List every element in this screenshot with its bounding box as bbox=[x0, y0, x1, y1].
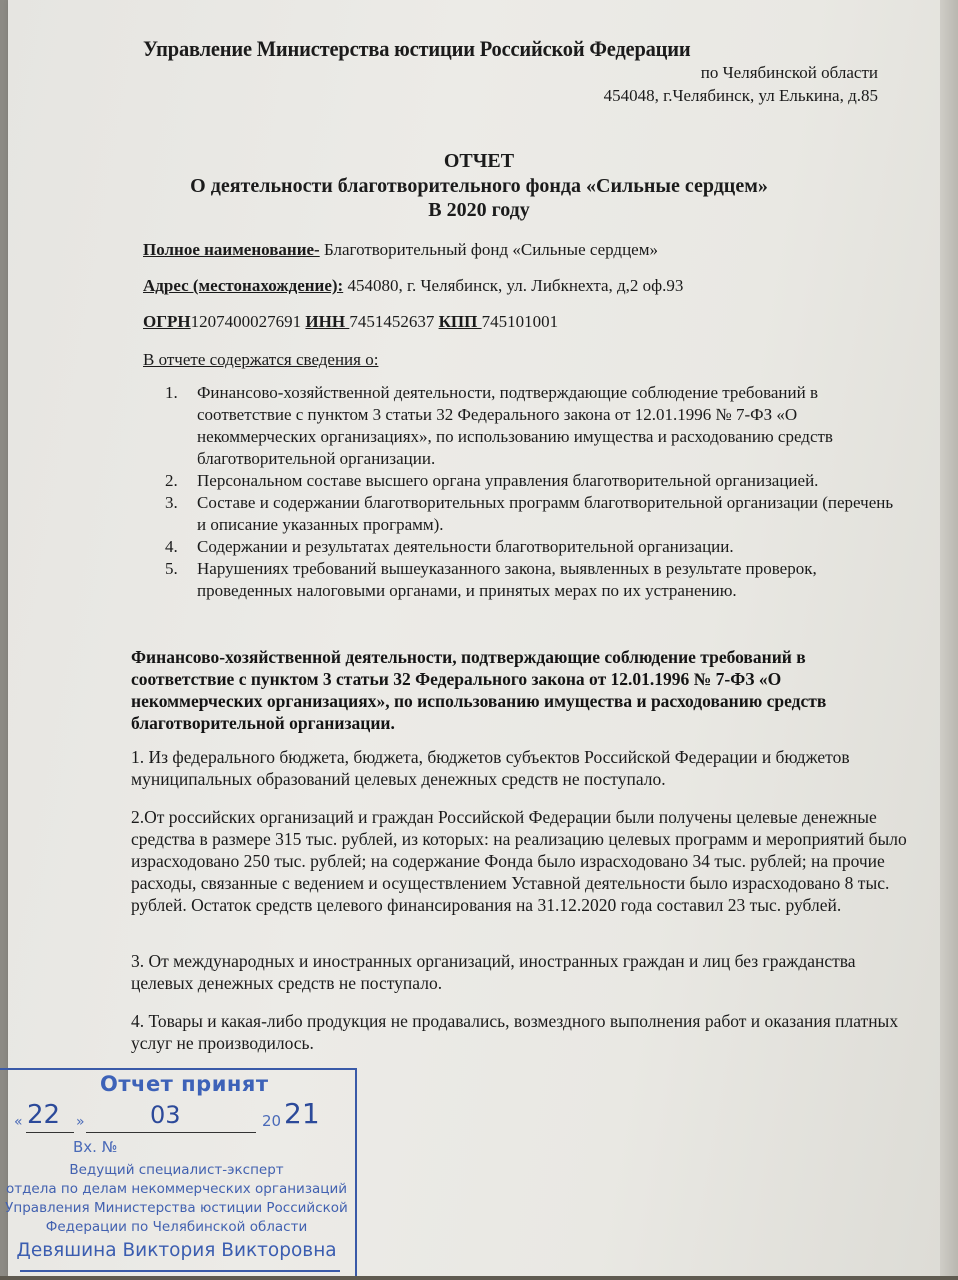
stamp-agency: Управления Министерства юстиции Российской bbox=[5, 1200, 348, 1216]
list-item-number: 1. bbox=[165, 383, 178, 402]
stamp-bottom-border bbox=[20, 1270, 340, 1272]
stamp-month-underline bbox=[86, 1132, 256, 1133]
list-item-number: 3. bbox=[165, 493, 178, 512]
inn-label: ИНН bbox=[305, 312, 350, 331]
full-name-label: Полное наименование- bbox=[143, 240, 320, 259]
field-address bbox=[143, 276, 683, 296]
header-region: по Челябинской области bbox=[700, 63, 878, 82]
list-item bbox=[165, 470, 900, 492]
ogrn-value: 1207400027691 bbox=[190, 312, 306, 331]
stamp-region: Федерации по Челябинской области bbox=[45, 1219, 308, 1235]
list-item-number: 2. bbox=[165, 471, 178, 490]
list-item-number: 5. bbox=[165, 559, 178, 578]
inn-value: 7451452637 bbox=[349, 312, 439, 331]
stamp-title: Отчет принят bbox=[100, 1072, 269, 1096]
stamp-day: 22 bbox=[27, 1100, 61, 1130]
contents-intro: В отчете содержатся сведения о: bbox=[143, 350, 379, 369]
paragraph-sales: 4. Товары и какая-либо продукция не продавались, возмездного выполнения работ и оказания платных услуг не производилось. bbox=[131, 1011, 899, 1053]
list-item-text: Персональном составе высшего органа управления благотворительной организацией. bbox=[197, 471, 819, 490]
stamp-quote-close: » bbox=[76, 1114, 85, 1130]
background-strip bbox=[0, 1276, 958, 1280]
field-full-name bbox=[143, 240, 658, 260]
stamp-month: 03 bbox=[150, 1101, 181, 1129]
stamp-officer-name: Девяшина Виктория Викторовна bbox=[16, 1240, 337, 1261]
full-name-value: Благотворительный фонд «Сильные сердцем» bbox=[319, 240, 658, 259]
field-registration-ids bbox=[143, 312, 558, 332]
stamp-position: Ведущий специалист-эксперт bbox=[69, 1162, 284, 1178]
list-item-text: Составе и содержании благотворительных программ благотворительной организации (перечень и описание указанных программ). bbox=[197, 493, 894, 534]
list-item-text: Содержании и результатах деятельности благотворительной организации. bbox=[197, 537, 734, 556]
paragraph-budget-funds: 1. Из федерального бюджета, бюджета, бюджетов субъектов Российской Федерации и бюджетов муниципальных образований целевых денежных средств не поступало. bbox=[131, 747, 850, 789]
stamp-department: отдела по делам некоммерческих организаций bbox=[5, 1181, 348, 1197]
list-item bbox=[165, 536, 900, 558]
header-organization: Управление Министерства юстиции Российской Федерации bbox=[143, 36, 691, 61]
report-year: В 2020 году bbox=[428, 199, 530, 221]
list-item-text: Финансово-хозяйственной деятельности, подтверждающие соблюдение требований в соответствие с пунктом 3 статьи 32 Федерального закона от 12.01.1996 № 7-ФЗ «О некоммерческих организациях», по использованию имущества и расходованию средств благотворительной организации. bbox=[197, 383, 833, 468]
ogrn-label: ОГРН bbox=[143, 312, 191, 331]
paragraph-foreign-funds: 3. От международных и иностранных организаций, иностранных граждан и лиц без гражданства целевых денежных средств не поступало. bbox=[131, 951, 856, 993]
stamp-year: 21 bbox=[284, 1097, 320, 1130]
section-heading: Финансово-хозяйственной деятельности, подтверждающие соблюдение требований в соответствие с пунктом 3 статьи 32 Федерального закона от 12.01.1996 № 7-ФЗ «О некоммерческих организациях», по использованию имущества и расходованию средств благотворительной организации. bbox=[131, 647, 827, 733]
stamp-day-underline bbox=[26, 1132, 74, 1133]
acceptance-stamp bbox=[0, 1068, 357, 1278]
stamp-year-prefix: 20 bbox=[262, 1112, 282, 1130]
address-value: 454080, г. Челябинск, ул. Либкнехта, д,2 оф.93 bbox=[343, 276, 684, 295]
report-title: ОТЧЕТ bbox=[443, 150, 515, 172]
list-item bbox=[165, 558, 900, 602]
paragraph-domestic-funds: 2.От российских организаций и граждан Российской Федерации были получены целевые денежные средства в размере 315 тыс. рублей, из которых: на реализацию целевых программ и мероприятий было израсходовано 250 тыс. рублей; на содержание Фонда было израсходовано 34 тыс. рублей; на прочие расходы, связанные с ведением и осуществлением Уставной деятельности было израсходовано 8 тыс. рублей. Остаток средств целевого финансирования на 31.12.2020 года составил 23 тыс. рублей. bbox=[131, 807, 907, 915]
list-item-text: Нарушениях требований вышеуказанного закона, выявленных в результате проверок, проведенных налоговыми органами, и принятых мерах по их устранению. bbox=[197, 559, 817, 600]
list-item-number: 4. bbox=[165, 537, 178, 556]
stamp-incoming-number: Вх. № bbox=[73, 1138, 118, 1156]
stamp-quote-open: « bbox=[14, 1114, 23, 1130]
list-item bbox=[165, 382, 900, 470]
header-address: 454048, г.Челябинск, ул Елькина, д.85 bbox=[603, 86, 878, 105]
contents-list bbox=[165, 382, 900, 602]
list-item bbox=[165, 492, 900, 536]
kpp-value: 745101001 bbox=[481, 312, 559, 331]
kpp-label: КПП bbox=[438, 312, 482, 331]
address-label: Адрес (местонахождение): bbox=[143, 276, 344, 295]
report-subtitle: О деятельности благотворительного фонда «Сильные сердцем» bbox=[190, 175, 768, 197]
